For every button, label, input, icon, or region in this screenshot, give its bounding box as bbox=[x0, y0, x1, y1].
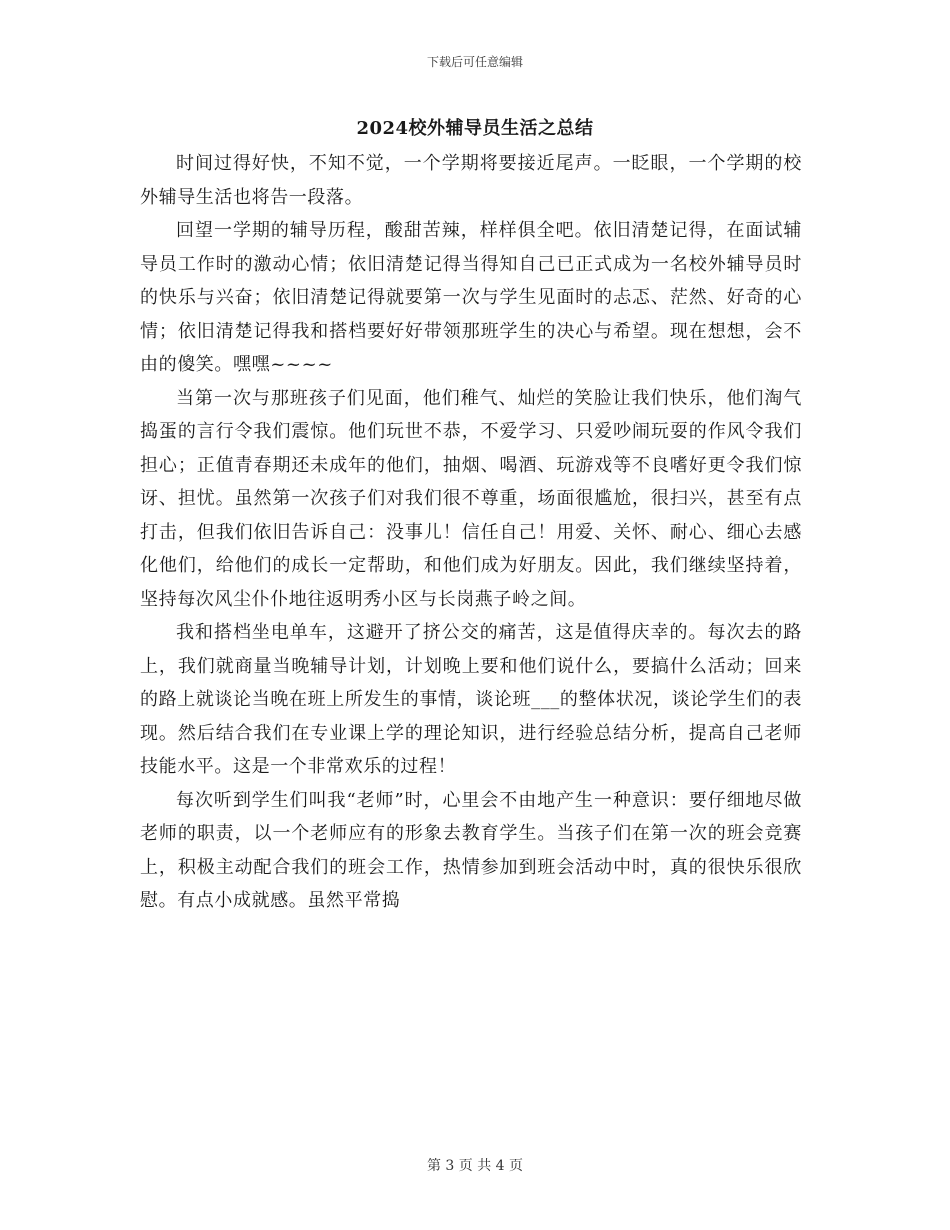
page-number-footer: 第 3 页 共 4 页 bbox=[426, 1158, 524, 1174]
paragraph: 时间过得好快，不知不觉，一个学期将要接近尾声。一眨眼，一个学期的校外辅导生活也将告一段落。 bbox=[140, 153, 802, 208]
paragraph: 每次听到学生们叫我“老师”时，心里会不由地产生一种意识：要仔细地尽做老师的职责，以一个老师应有的形象去教育学生。当孩子们在第一次的班会竞赛上，积极主动配合我们的班会工作，热情参加到班会活动中时，真的很快乐很欣慰。有点小成就感。虽然平常捣 bbox=[140, 789, 802, 911]
paragraph: 回望一学期的辅导历程，酸甜苦辣，样样俱全吧。依旧清楚记得，在面试辅导员工作时的激动心情；依旧清楚记得当得知自己已正式成为一名校外辅导员时的快乐与兴奋；依旧清楚记得就要第一次与学生见面时的忐忑、茫然、好奇的心情；依旧清楚记得我和搭档要好好带领那班学生的决心与希望。现在想想，会不由的傻笑。嘿嘿~~~~ bbox=[140, 220, 802, 375]
document-title: 2024校外辅导员生活之总结 bbox=[356, 118, 594, 139]
paragraph: 当第一次与那班孩子们见面，他们稚气、灿烂的笑脸让我们快乐，他们淘气捣蛋的言行令我们震惊。他们玩世不恭，不爱学习、只爱吵闹玩耍的作风令我们担心；正值青春期还未成年的他们，抽烟、喝酒、玩游戏等不良嗜好更令我们惊讶、担忧。虽然第一次孩子们对我们很不尊重，场面很尴尬，很扫兴，甚至有点打击，但我们依旧告诉自己：没事儿！信任自己！用爱、关怀、耐心、细心去感化他们，给他们的成长一定帮助，和他们成为好朋友。因此，我们继续坚持着，坚持每次风尘仆仆地往返明秀小区与长岗燕子岭之间。 bbox=[140, 387, 802, 610]
page-header-note: 下载后可任意编辑 bbox=[426, 55, 523, 69]
paragraph: 我和搭档坐电单车，这避开了挤公交的痛苦，这是值得庆幸的。每次去的路上，我们就商量当晚辅导计划，计划晚上要和他们说什么，要搞什么活动；回来的路上就谈论当晚在班上所发生的事情，谈论班___的整体状况，谈论学生们的表现。然后结合我们在专业课上学的理论知识，进行经验总结分析，提高自己老师技能水平。这是一个非常欢乐的过程！ bbox=[140, 622, 802, 777]
document-body bbox=[140, 147, 802, 918]
